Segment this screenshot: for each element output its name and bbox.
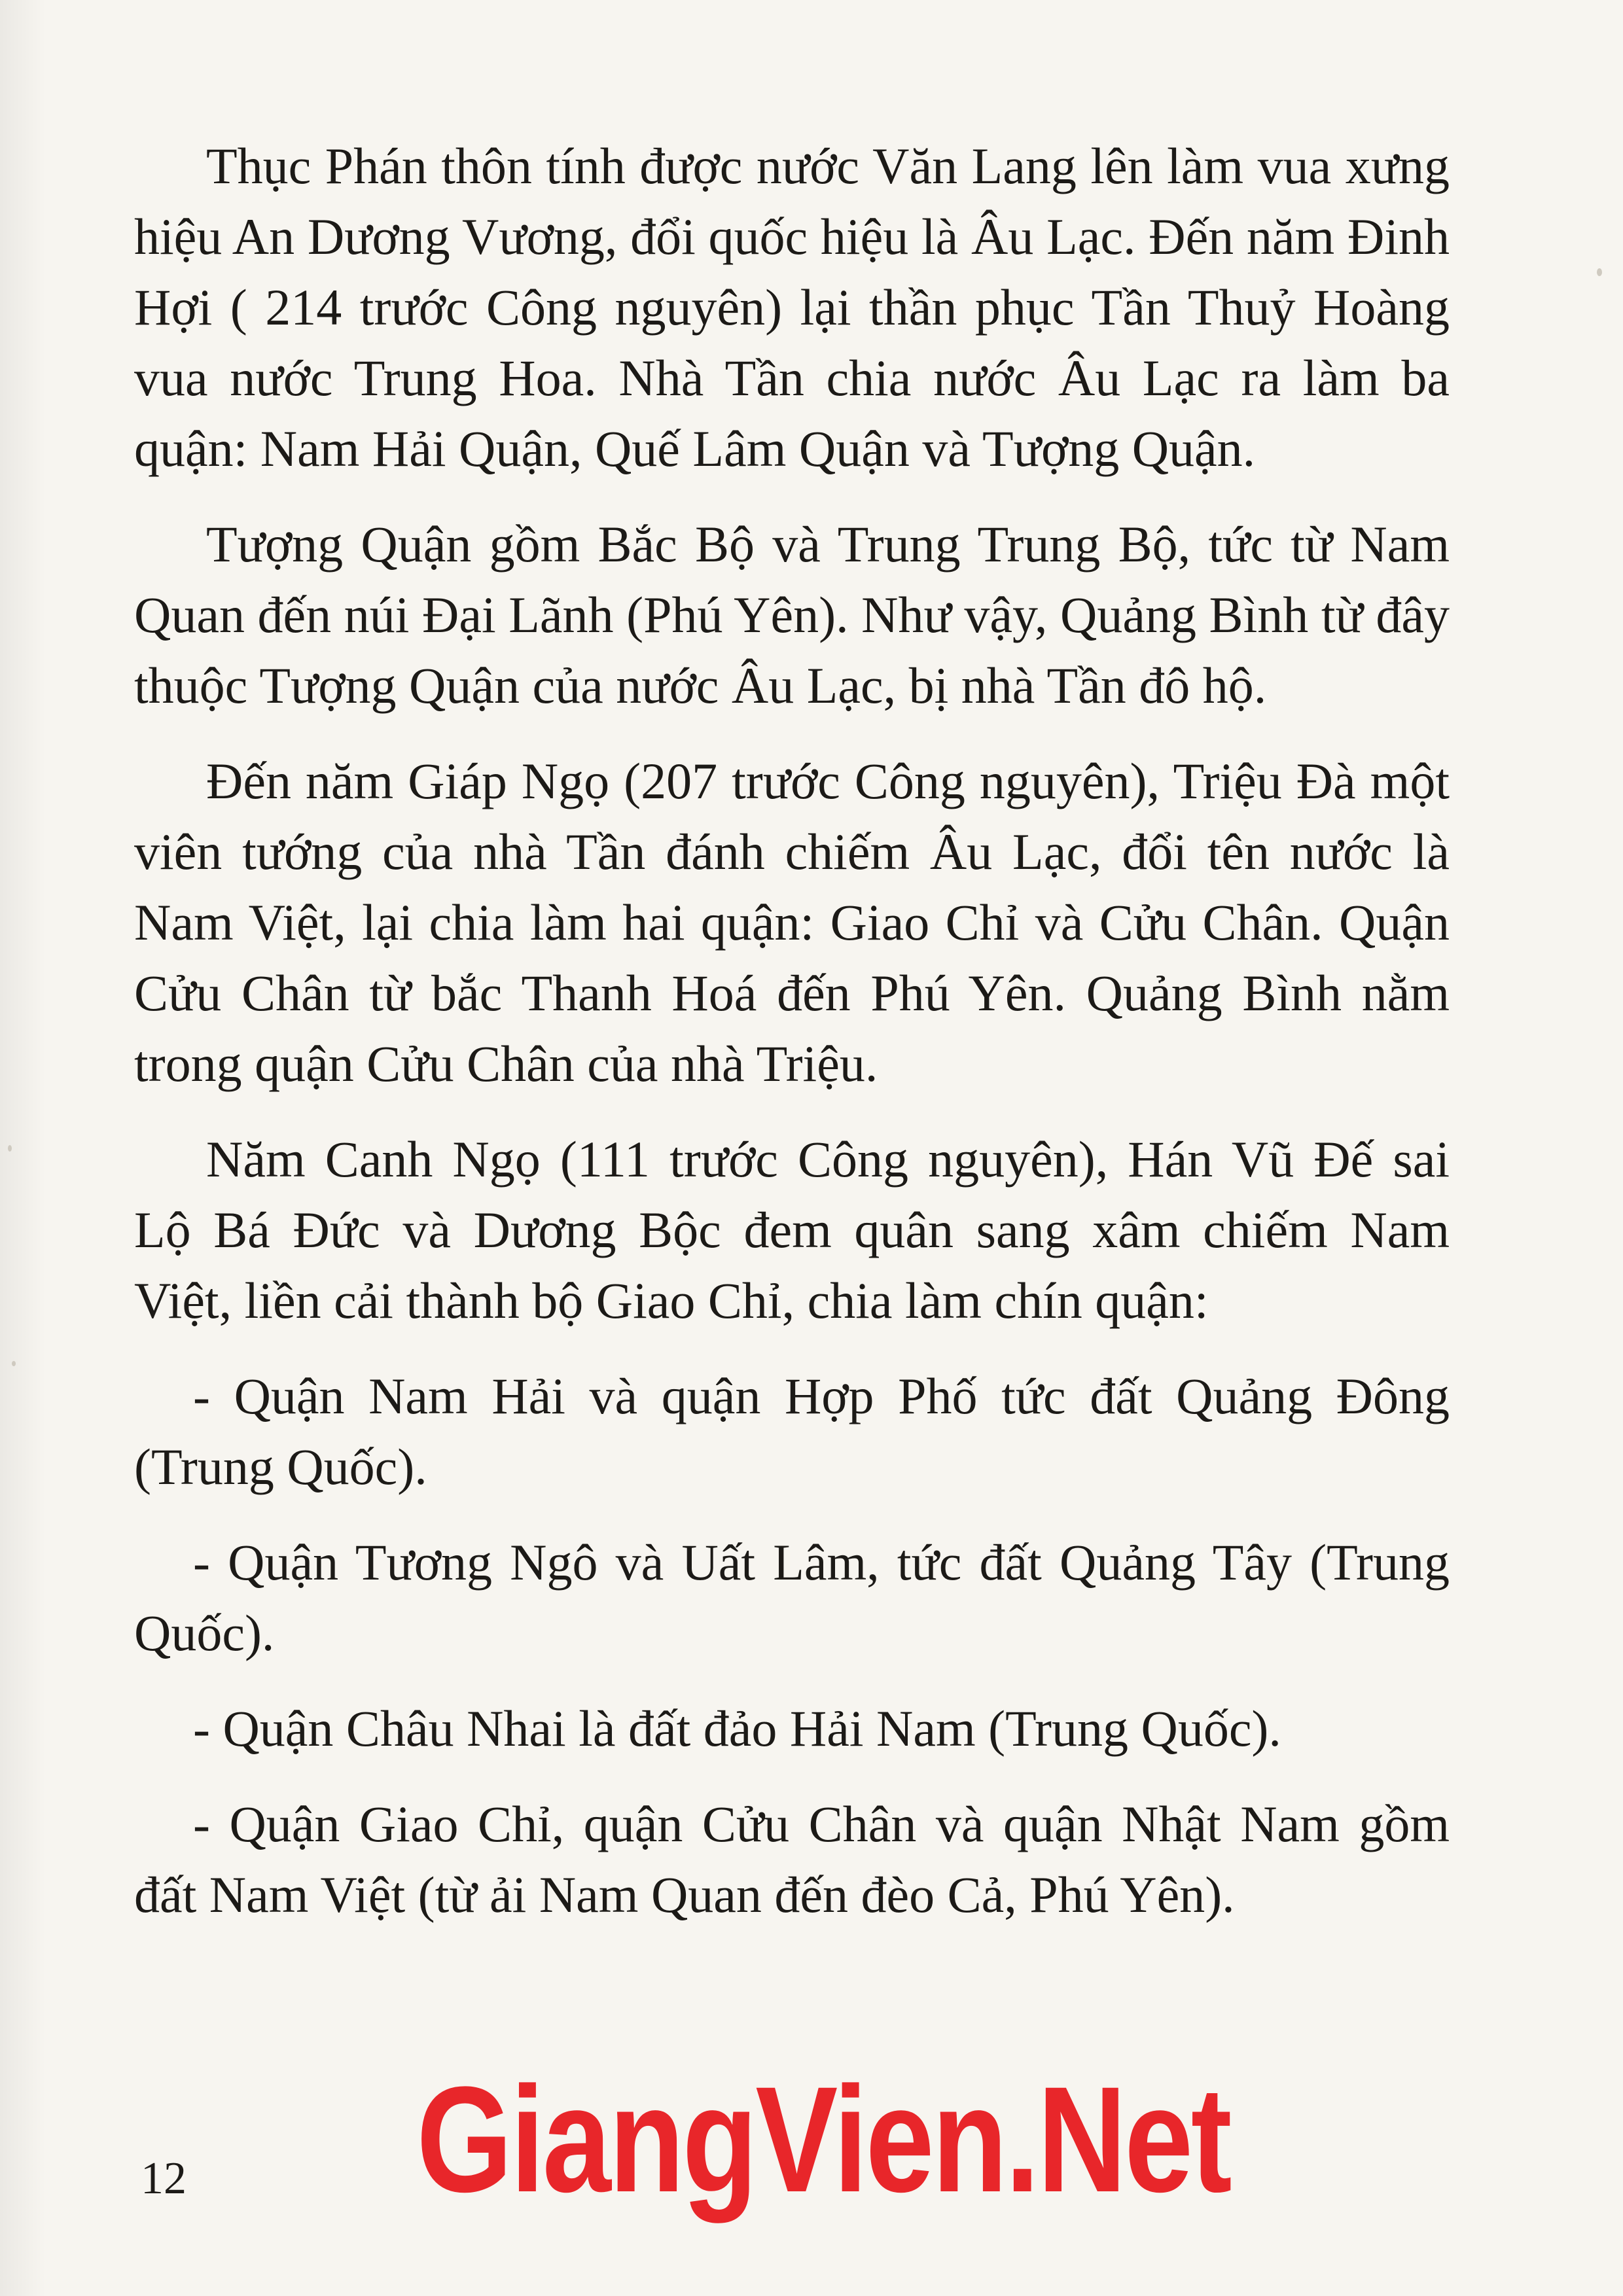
paragraph-giap-ngo: Đến năm Giáp Ngọ (207 trước Công nguyên), Triệu Đà một viên tướng của nhà Tần đánh chiếm Âu Lạc, đổi tên nước là Nam Việt, lại chia làm hai quận: Giao Chỉ và Cửu Chân. Quận Cửu Chân từ bắc Thanh Hoá đến Phú Yên. Quảng Bình nằm trong quận Cửu Chân của nhà Triệu. <box>134 752 1450 1092</box>
paper-speck <box>1597 268 1602 276</box>
list-item-tuong-ngo: - Quận Tương Ngô và Uất Lâm, tức đất Quảng Tây (Trung Quốc). <box>134 1534 1450 1661</box>
paragraph-thuc-phan: Thục Phán thôn tính được nước Văn Lang lên làm vua xưng hiệu An Dương Vương, đổi quốc hiệu là Âu Lạc. Đến năm Đinh Hợi ( 214 trước Công nguyên) lại thần phục Tần Thuỷ Hoàng vua nước Trung Hoa. Nhà Tần chia nước Âu Lạc ra làm ba quận: Nam Hải Quận, Quế Lâm Quận và Tượng Quận. <box>134 137 1450 477</box>
watermark-logo: GiangVien.Net <box>416 2055 1230 2223</box>
list-item-nam-hai: - Quận Nam Hải và quận Hợp Phố tức đất Quảng Đông (Trung Quốc). <box>134 1368 1450 1495</box>
page-number: 12 <box>141 2153 187 2204</box>
paragraph-canh-ngo: Năm Canh Ngọ (111 trước Công nguyên), Hán Vũ Đế sai Lộ Bá Đức và Dương Bộc đem quân sang xâm chiếm Nam Việt, liền cải thành bộ Giao Chỉ, chia làm chín quận: <box>134 1131 1450 1329</box>
paragraph-tuong-quan: Tượng Quận gồm Bắc Bộ và Trung Trung Bộ, tức từ Nam Quan đến núi Đại Lãnh (Phú Yên). Như vậy, Quảng Bình từ đây thuộc Tượng Quận của nước Âu Lạc, bị nhà Tần đô hộ. <box>134 516 1450 714</box>
body-text <box>134 131 1450 1955</box>
list-item-giao-chi: - Quận Giao Chỉ, quận Cửu Chân và quận Nhật Nam gồm đất Nam Việt (từ ải Nam Quan đến đèo Cả, Phú Yên). <box>134 1795 1450 1923</box>
paper-speck <box>8 1145 12 1152</box>
paper-speck <box>12 1361 16 1366</box>
list-item-chau-nhai: - Quận Châu Nhai là đất đảo Hải Nam (Trung Quốc). <box>193 1700 1281 1757</box>
